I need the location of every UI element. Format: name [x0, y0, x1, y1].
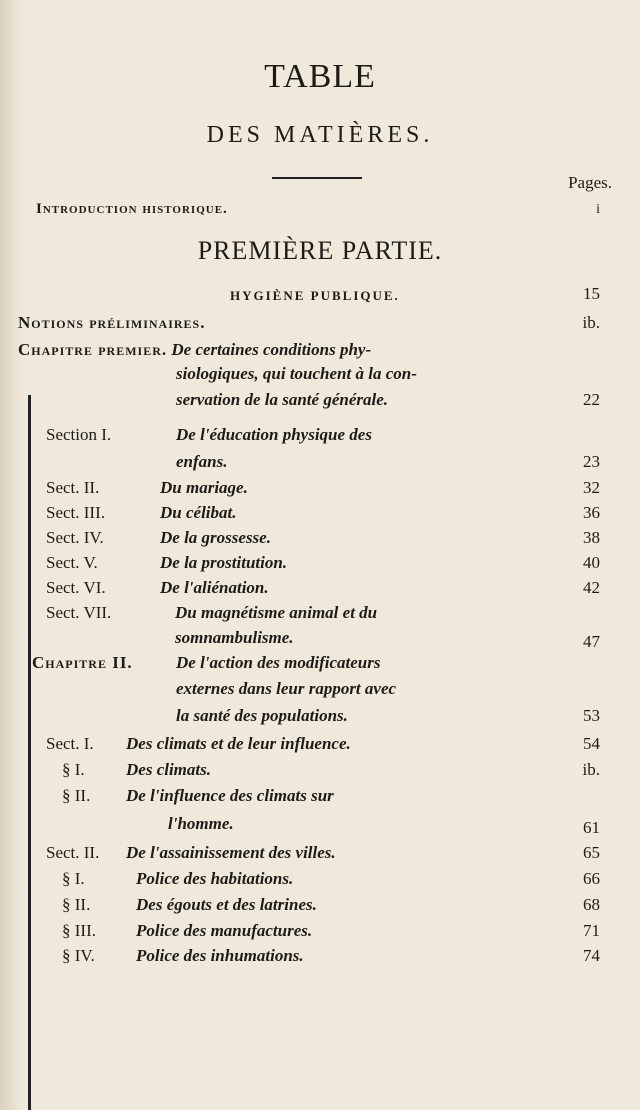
entry-para-egouts [62, 895, 90, 915]
entry-page: 42 [583, 578, 600, 597]
part-subheading-page: 15 [583, 284, 600, 303]
entry-title-line: siologiques, qui touchent à la con- [176, 364, 417, 383]
entry-title-line: enfans. [176, 452, 228, 471]
entry-title: Police des inhumations. [136, 946, 304, 965]
entry-title: Des égouts et des latrines. [136, 895, 317, 914]
entry-sect-7 [46, 603, 111, 623]
entry-para-inhumations [62, 946, 95, 966]
entry-sect-villes [46, 843, 99, 863]
entry-title: Du mariage. [160, 478, 248, 497]
table-subtitle: DES MATIÈRES. [206, 122, 434, 148]
entry-title: De certaines conditions phy- [171, 340, 372, 359]
entry-sect-2 [46, 478, 99, 498]
entry-sect-6 [46, 578, 106, 598]
entry-title: De l'aliénation. [160, 578, 269, 597]
entry-label: Chapitre premier. [18, 340, 168, 359]
entry-label: Sect. V. [46, 553, 98, 572]
entry-sect-4 [46, 528, 104, 548]
entry-title: Des climats. [126, 760, 211, 779]
entry-label: Sect. IV. [46, 528, 104, 547]
entry-sect-3 [46, 503, 105, 523]
entry-page: 40 [583, 553, 600, 572]
entry-title-line: externes dans leur rapport avec [176, 679, 397, 698]
table-title: TABLE [264, 58, 376, 95]
entry-page: 68 [583, 895, 600, 914]
entry-page: ib. [582, 313, 600, 332]
entry-label: Section I. [46, 425, 112, 444]
entry-label: § I. [62, 869, 85, 888]
introduction-page: i [596, 202, 600, 217]
entry-page: 65 [583, 843, 600, 862]
entry-label: Sect. VI. [46, 578, 106, 597]
entry-title: Du magnétisme animal et du [175, 603, 378, 622]
entry-page: 54 [583, 734, 600, 753]
introduction-heading: Introduction historique. [36, 201, 228, 217]
entry-title: De l'influence des climats sur [126, 786, 334, 805]
entry-title: De la grossesse. [160, 528, 271, 547]
entry-page: 38 [583, 528, 600, 547]
entry-page: 53 [583, 706, 600, 725]
entry-chapitre-1 [18, 340, 371, 360]
entry-para-manufactures [62, 921, 96, 941]
entry-title: De l'éducation physique des [176, 425, 372, 444]
entry-label: § II. [62, 786, 91, 805]
entry-title: Des climats et de leur influence. [126, 734, 351, 753]
pages-heading: Pages. [568, 173, 612, 192]
page-spine-shadow [0, 0, 22, 1110]
entry-title-line: servation de la santé générale. [176, 390, 389, 409]
part-heading: PREMIÈRE PARTIE. [197, 236, 443, 265]
entry-label: Sect. II. [46, 478, 100, 497]
entry-label: Sect. III. [46, 503, 106, 522]
entry-label: Sect. I. [46, 734, 94, 753]
entry-title-line: la santé des populations. [176, 706, 348, 725]
entry-para-police-hab [62, 869, 85, 889]
entry-para-2 [62, 786, 90, 806]
entry-title: Du célibat. [160, 503, 237, 522]
entry-sect-climats [46, 734, 94, 754]
entry-title-line: somnambulisme. [175, 628, 294, 647]
entry-page: 66 [583, 869, 600, 888]
entry-para-1 [62, 760, 85, 780]
entry-label: Notions préliminaires. [18, 313, 206, 332]
entry-page: 22 [583, 390, 600, 409]
entry-title: Police des habitations. [136, 869, 294, 888]
entry-label: Sect. VII. [46, 603, 112, 622]
entry-title: De l'action des modificateurs [176, 653, 381, 672]
entry-page: 61 [583, 818, 600, 837]
margin-rule [28, 395, 31, 1110]
entry-label: § IV. [62, 946, 95, 965]
entry-page: 71 [583, 921, 600, 940]
entry-chapitre-2 [32, 653, 133, 673]
entry-page: 32 [583, 478, 600, 497]
part-subheading: HYGIÈNE PUBLIQUE. [230, 288, 400, 303]
entry-label: Chapitre II. [32, 653, 133, 672]
title-rule [272, 177, 362, 179]
entry-page: 36 [583, 503, 600, 522]
entry-page: 74 [583, 946, 600, 965]
entry-title: De la prostitution. [160, 553, 288, 572]
entry-page: 47 [583, 632, 600, 651]
entry-sect-5 [46, 553, 98, 573]
entry-title: De l'assainissement des villes. [126, 843, 336, 862]
entry-page: ib. [582, 760, 600, 779]
entry-label: Sect. II. [46, 843, 100, 862]
entry-title-line: l'homme. [168, 814, 234, 833]
entry-page: 23 [583, 452, 600, 471]
entry-notions [18, 313, 205, 333]
entry-label: § I. [62, 760, 85, 779]
entry-label: § II. [62, 895, 91, 914]
entry-label: § III. [62, 921, 96, 940]
entry-section-1 [46, 425, 111, 445]
entry-title: Police des manufactures. [136, 921, 313, 940]
